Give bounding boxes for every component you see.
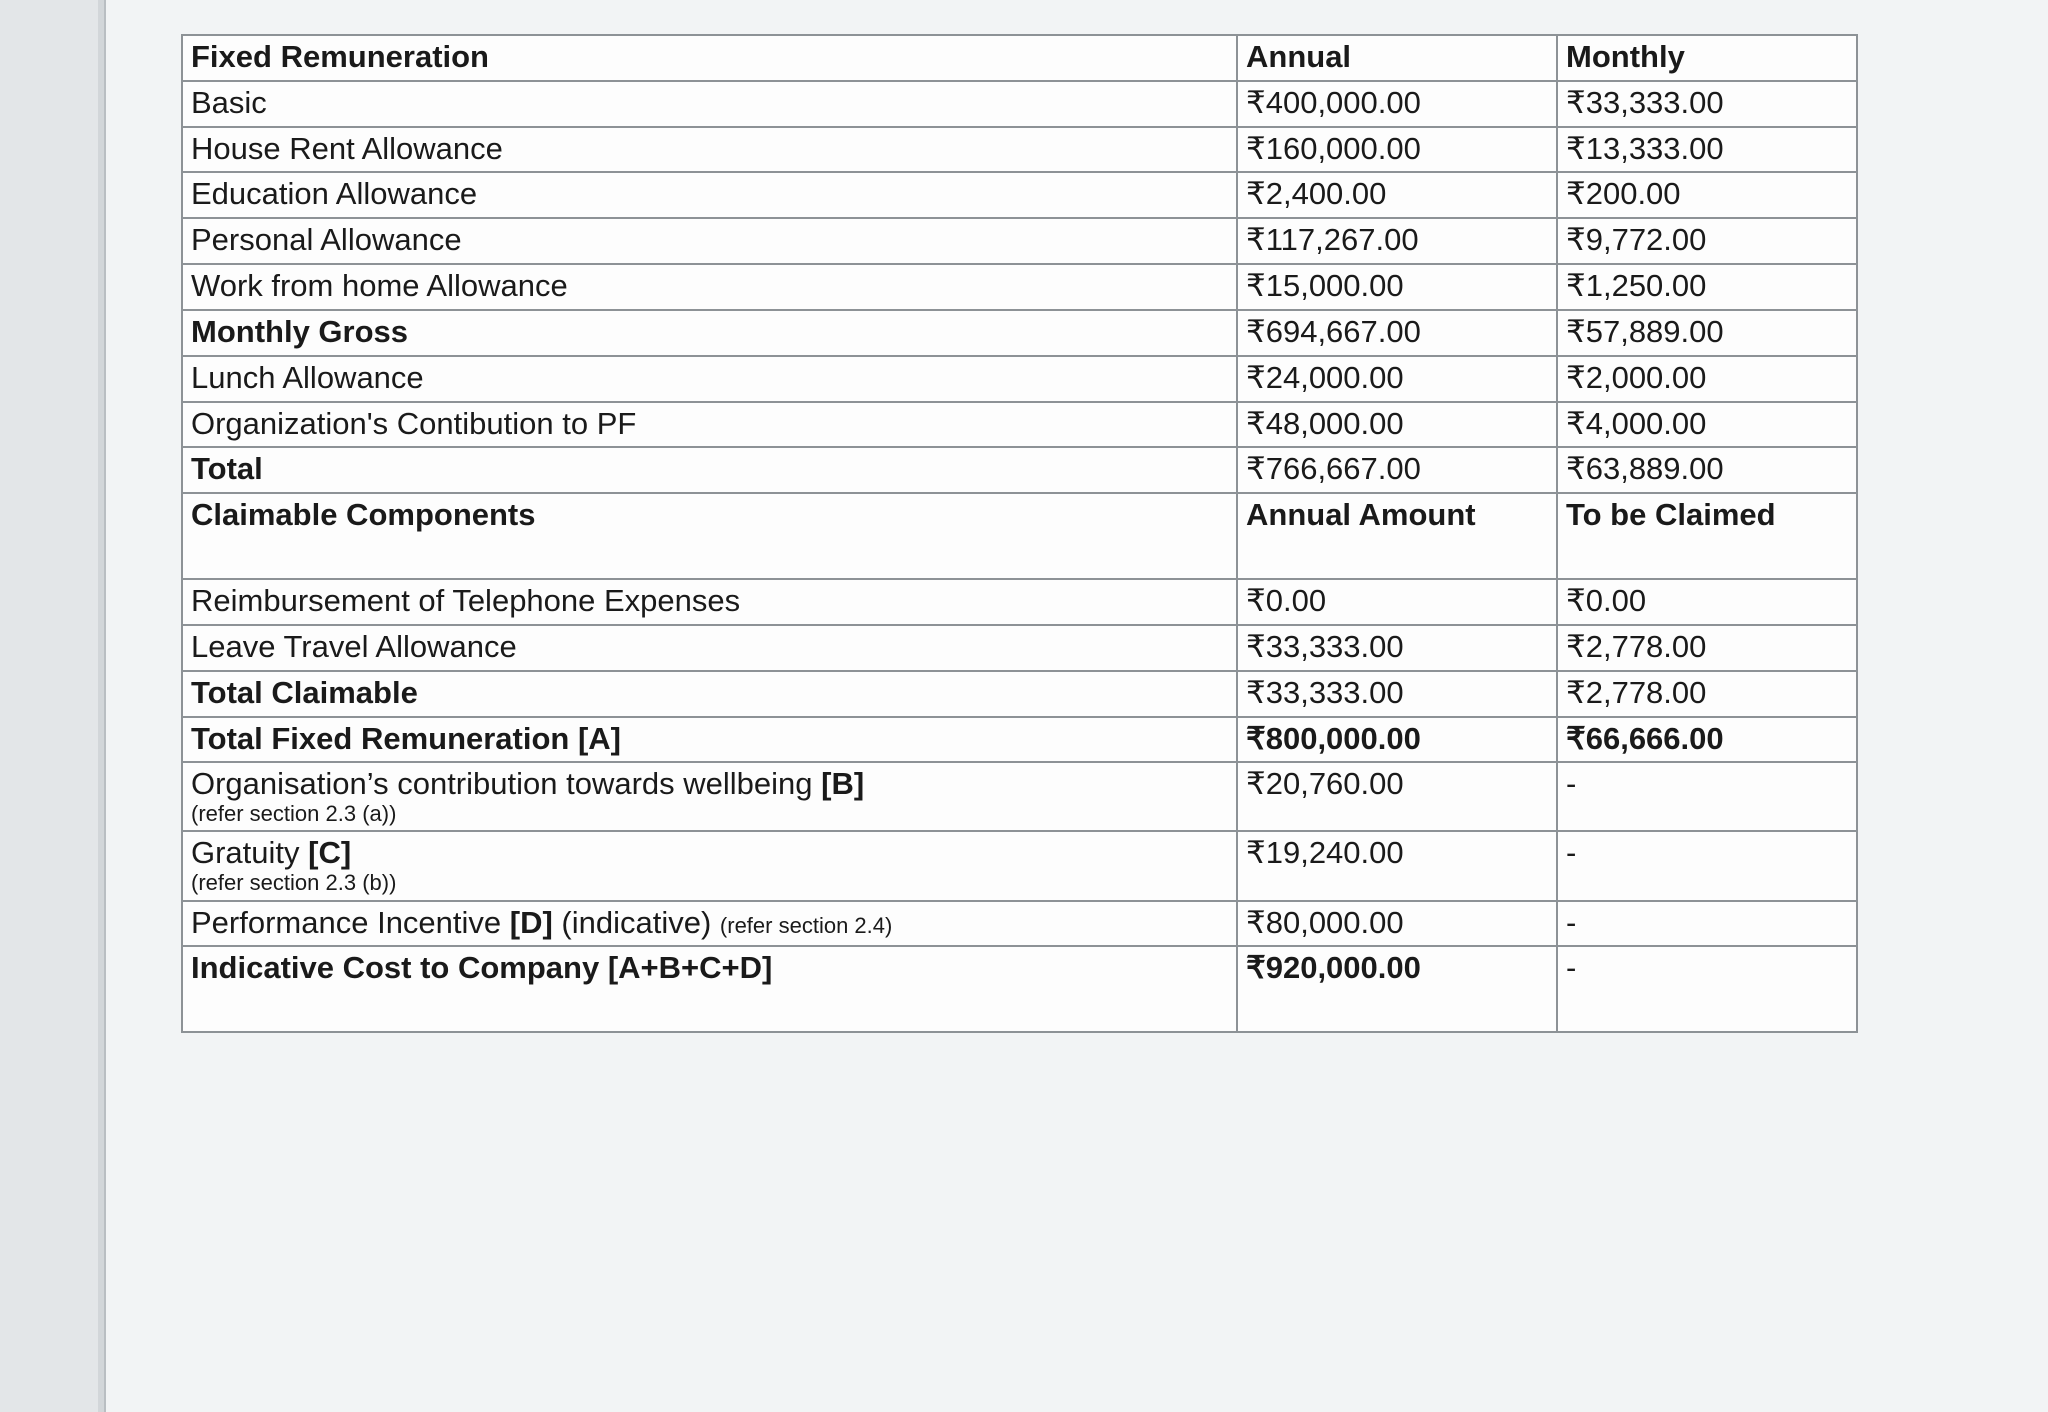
row-monthly: - bbox=[1557, 946, 1857, 1032]
row-label: Lunch Allowance bbox=[182, 356, 1237, 402]
table-row-cost-to-company bbox=[182, 946, 1857, 1032]
viewer-left-gutter bbox=[0, 0, 98, 1412]
row-label: Monthly Gross bbox=[182, 310, 1237, 356]
table-row-total bbox=[182, 447, 1857, 493]
header-annual: Annual bbox=[1237, 35, 1557, 81]
gratuity-label-note: (refer section 2.3 (b)) bbox=[191, 870, 397, 896]
row-annual: ₹2,400.00 bbox=[1237, 172, 1557, 218]
table-row bbox=[182, 264, 1857, 310]
row-label: Work from home Allowance bbox=[182, 264, 1237, 310]
row-annual: ₹160,000.00 bbox=[1237, 127, 1557, 173]
row-label: Total Fixed Remuneration [A] bbox=[182, 717, 1237, 763]
row-monthly: ₹33,333.00 bbox=[1557, 81, 1857, 127]
row-annual: ₹80,000.00 bbox=[1237, 901, 1557, 947]
document-canvas bbox=[104, 0, 2048, 1412]
table-row bbox=[182, 81, 1857, 127]
row-annual: ₹117,267.00 bbox=[1237, 218, 1557, 264]
wellbeing-label-tag: [B] bbox=[821, 766, 865, 802]
row-monthly: ₹2,778.00 bbox=[1557, 625, 1857, 671]
incentive-label-note: (refer section 2.4) bbox=[719, 912, 893, 938]
wellbeing-label-main: Organisation’s contribution towards wellbeing bbox=[191, 766, 822, 802]
row-annual: ₹19,240.00 bbox=[1237, 831, 1557, 900]
row-annual: ₹20,760.00 bbox=[1237, 762, 1557, 831]
row-monthly: ₹200.00 bbox=[1557, 172, 1857, 218]
row-annual: ₹766,667.00 bbox=[1237, 447, 1557, 493]
wellbeing-label-note: (refer section 2.3 (a)) bbox=[191, 801, 397, 827]
row-monthly: - bbox=[1557, 762, 1857, 831]
row-monthly: ₹1,250.00 bbox=[1557, 264, 1857, 310]
row-annual: ₹0.00 bbox=[1237, 579, 1557, 625]
row-monthly: ₹2,778.00 bbox=[1557, 671, 1857, 717]
incentive-label-tag: [D] bbox=[509, 904, 553, 940]
row-label: Education Allowance bbox=[182, 172, 1237, 218]
row-label bbox=[182, 762, 1237, 831]
remuneration-table-container bbox=[181, 34, 1856, 1033]
row-label: Personal Allowance bbox=[182, 218, 1237, 264]
row-annual: ₹24,000.00 bbox=[1237, 356, 1557, 402]
header-label: Fixed Remuneration bbox=[182, 35, 1237, 81]
claimable-header-row bbox=[182, 493, 1857, 579]
table-header-row bbox=[182, 35, 1857, 81]
row-monthly: ₹4,000.00 bbox=[1557, 402, 1857, 448]
row-annual: ₹800,000.00 bbox=[1237, 717, 1557, 763]
row-annual: ₹15,000.00 bbox=[1237, 264, 1557, 310]
claimable-header-label: Claimable Components bbox=[182, 493, 1237, 579]
gratuity-label-main: Gratuity bbox=[191, 835, 309, 871]
table-row bbox=[182, 218, 1857, 264]
row-monthly: - bbox=[1557, 901, 1857, 947]
claimable-header-annual: Annual Amount bbox=[1237, 493, 1557, 579]
table-row-monthly-gross bbox=[182, 310, 1857, 356]
row-monthly: ₹13,333.00 bbox=[1557, 127, 1857, 173]
gratuity-label-tag: [C] bbox=[308, 835, 352, 871]
row-annual: ₹694,667.00 bbox=[1237, 310, 1557, 356]
row-monthly: ₹57,889.00 bbox=[1557, 310, 1857, 356]
table-row bbox=[182, 356, 1857, 402]
row-annual: ₹33,333.00 bbox=[1237, 625, 1557, 671]
row-monthly: ₹63,889.00 bbox=[1557, 447, 1857, 493]
table-row-gratuity bbox=[182, 831, 1857, 900]
row-label: Basic bbox=[182, 81, 1237, 127]
table-row-total-claimable bbox=[182, 671, 1857, 717]
table-row bbox=[182, 579, 1857, 625]
row-label: House Rent Allowance bbox=[182, 127, 1237, 173]
row-label bbox=[182, 831, 1237, 900]
row-annual: ₹920,000.00 bbox=[1237, 946, 1557, 1032]
row-label: Total Claimable bbox=[182, 671, 1237, 717]
incentive-label-main: Performance Incentive bbox=[191, 904, 510, 940]
table-row bbox=[182, 172, 1857, 218]
row-monthly: ₹0.00 bbox=[1557, 579, 1857, 625]
row-monthly: ₹9,772.00 bbox=[1557, 218, 1857, 264]
table-row bbox=[182, 625, 1857, 671]
row-label: Total bbox=[182, 447, 1237, 493]
row-monthly: ₹2,000.00 bbox=[1557, 356, 1857, 402]
row-monthly: - bbox=[1557, 831, 1857, 900]
table-row-wellbeing bbox=[182, 762, 1857, 831]
row-annual: ₹400,000.00 bbox=[1237, 81, 1557, 127]
table-row bbox=[182, 127, 1857, 173]
row-label: Leave Travel Allowance bbox=[182, 625, 1237, 671]
table-row bbox=[182, 402, 1857, 448]
header-monthly: Monthly bbox=[1557, 35, 1857, 81]
table-row-total-fixed-remuneration bbox=[182, 717, 1857, 763]
remuneration-table bbox=[181, 34, 1858, 1033]
table-row-performance-incentive bbox=[182, 901, 1857, 947]
row-annual: ₹48,000.00 bbox=[1237, 402, 1557, 448]
row-label bbox=[182, 901, 1237, 947]
row-annual: ₹33,333.00 bbox=[1237, 671, 1557, 717]
incentive-label-mid: (indicative) bbox=[552, 904, 720, 940]
row-label: Indicative Cost to Company [A+B+C+D] bbox=[182, 946, 1237, 1032]
claimable-header-monthly: To be Claimed bbox=[1557, 493, 1857, 579]
row-label: Reimbursement of Telephone Expenses bbox=[182, 579, 1237, 625]
row-label: Organization's Contibution to PF bbox=[182, 402, 1237, 448]
row-monthly: ₹66,666.00 bbox=[1557, 717, 1857, 763]
